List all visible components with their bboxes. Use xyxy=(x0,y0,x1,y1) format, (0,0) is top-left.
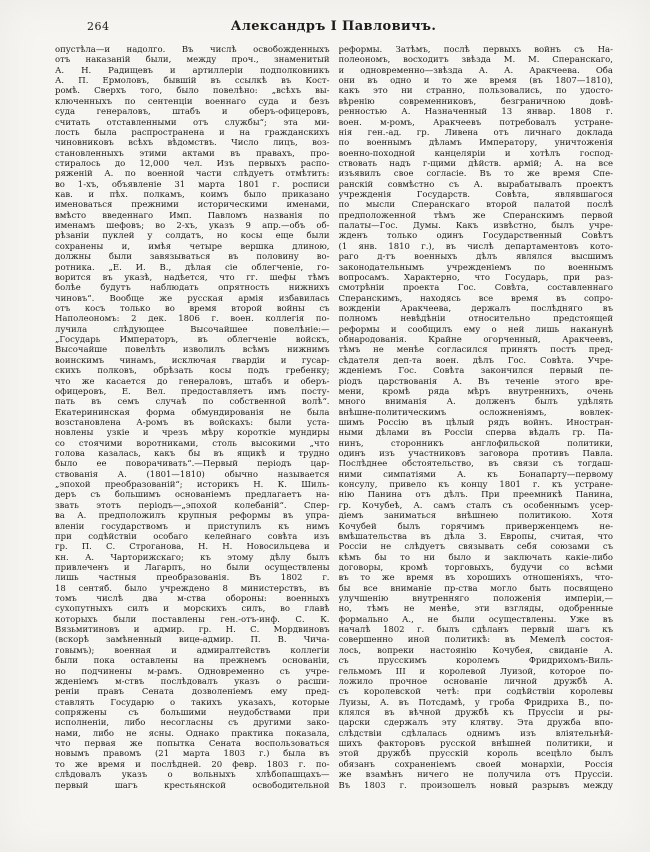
text-line: ными дѣлами въ Россіи сперва вѣдалъ гр. Па- xyxy=(338,428,613,439)
text-line: обязанъ сохраненіемъ своей монархіи, Россія xyxy=(338,759,613,770)
text-line: „эпохой преобразованій“; историкъ Н. К. Шиль- xyxy=(55,480,330,491)
text-line: воен. м-ромъ, Аракчеевъ потребовалъ устране- xyxy=(338,117,613,128)
text-line: реформы. Затѣмъ, послѣ первыхъ войнъ съ На- xyxy=(338,45,613,55)
text-line: офицеровъ, Е. Вел. предоставляетъ имъ посту- xyxy=(55,386,330,397)
text-line: что же касается до генераловъ, штабъ и оберъ- xyxy=(55,376,330,387)
text-line: нами, либо не ясны. Однако практика показала, xyxy=(55,728,330,739)
text-line: ложило прочное основаніе личной дружбѣ А. xyxy=(338,676,613,687)
text-line: шимъ Россію въ цѣлый рядъ войнъ. Иностран- xyxy=(338,417,613,428)
text-line: этой дружбѣ прусскій король всецѣло былъ xyxy=(338,749,613,760)
text-line: должны были завязываться въ половину во- xyxy=(55,252,330,263)
text-line: жденъ только одинъ Государственный Совѣтъ xyxy=(338,231,613,242)
text-line: жденіемъ Гос. Совѣта закончился первый пе- xyxy=(338,366,613,377)
text-line: что первая же попытка Сената воспользоваться xyxy=(55,739,330,750)
text-line: какъ это ни странно, пользовались, по удосто- xyxy=(338,86,613,97)
text-line: діемъ заниматься внѣшнею политикою. Хотя xyxy=(338,511,613,522)
text-line: шихъ факторовъ русской внѣшней политики, и xyxy=(338,739,613,750)
text-line: пать въ семъ случаѣ по собственной волѣ“. xyxy=(55,397,330,408)
text-line: лось, вопреки настоянію Кочубея, свиданіе А. xyxy=(338,645,613,656)
text-line: становленныхъ этими актами въ правахъ, про- xyxy=(55,148,330,159)
text-line: ствованія А. (1801—1810) обычно называется xyxy=(55,469,330,480)
text-line: вмѣсто введеннаго Имп. Павломъ названія по xyxy=(55,210,330,221)
page-header xyxy=(55,19,612,35)
text-line: кав. и пѣх. полкамъ, коимъ было приказано xyxy=(55,190,330,201)
text-line: во 1-хъ, объявленіе 31 марта 1801 г. росписи xyxy=(55,179,330,190)
text-line: ранскій совмѣстно съ А. вырабатывалъ проектъ xyxy=(338,179,613,190)
text-line: А. Н. Радищевъ и артиллеріи подполковникъ xyxy=(55,65,330,76)
text-line: Екатерининская форма обмундированія не была xyxy=(55,407,330,418)
text-line: мени, кромѣ ряда мѣръ внутреннихъ, очень xyxy=(338,386,613,397)
text-line: Высочайше повелѣть изволилъ всѣмъ нижнимъ xyxy=(55,345,330,356)
text-line: началѣ 1802 г. былъ сдѣланъ первый шагъ къ xyxy=(338,625,613,636)
text-line: отъ наказаній были, между проч., знаменитый xyxy=(55,55,330,66)
text-line: смотрѣніи проекта Гос. Совѣта, составленнаго xyxy=(338,283,613,294)
text-line: болѣе будутъ наблюдать опрятность нижнихъ xyxy=(55,283,330,294)
text-line: вленіи государствомъ и приступилъ къ нимъ xyxy=(55,521,330,532)
text-line: жденіемъ м-ствъ послѣдовалъ указъ о расши- xyxy=(55,676,330,687)
text-line: кн. А. Чарторижскаго; къ этому дѣлу былъ xyxy=(55,552,330,563)
text-line: лишь частныя преобразованія. Въ 1802 г. xyxy=(55,573,330,584)
text-line: изъявилъ свое согласіе. Въ то же время Спе- xyxy=(338,169,613,180)
text-line: слѣдствіи сдѣлалась однимъ изъ вліятельнѣй- xyxy=(338,728,613,739)
text-line: А. П. Ермоловъ, бывшій въ ссылкѣ въ Кост- xyxy=(55,76,330,87)
text-line: чиновъ“. Вообще же русская армія избавилась xyxy=(55,293,330,304)
text-line: предположенной тѣмъ же Сперанскимъ первой xyxy=(338,210,613,221)
text-line: исполненіи, либо несогласны съ другими зако- xyxy=(55,718,330,729)
text-line: царски сдержалъ эту клятву. Эта дружба впо- xyxy=(338,718,613,729)
text-line: тѣмъ не менѣе согласился принять постъ пред- xyxy=(338,345,613,356)
text-line: но, тѣмъ не менѣе, эти взгляды, одобренные xyxy=(338,604,613,615)
text-line: палаты—Гос. Думы. Какъ извѣстно, былъ учре- xyxy=(338,221,613,232)
text-line: при содѣйствіи особаго келейнаго совѣта изъ xyxy=(55,531,330,542)
text-line: Сперанскимъ, находясь все время въ сопро- xyxy=(338,293,613,304)
text-line: въ то же время въ хорошихъ отношеніяхъ, что- xyxy=(338,573,613,584)
text-line: сопряжены съ большими неудобствами при xyxy=(55,708,330,718)
text-line: воинскимъ чинамъ, исключая гвардіи и гусар- xyxy=(55,355,330,366)
text-line: нинъ, сторонникъ англофильской политики, xyxy=(338,438,613,449)
text-line: сѣдателя деп-та воен. дѣлъ Гос. Совѣта. Учре- xyxy=(338,355,613,366)
text-line: деръ съ большимъ основаніемъ предлагаетъ на- xyxy=(55,490,330,501)
text-line: по мысли Сперанскаго второй палатой послѣ xyxy=(338,200,613,211)
text-line: одинъ изъ участниковъ заговора противъ Павла. xyxy=(338,449,613,460)
text-line: кѣмъ бы то ни было и заключать какіе-либо xyxy=(338,552,613,563)
page-title: Александръ I Павловичъ. xyxy=(230,19,437,34)
text-line: ріодъ царствованія А. Въ теченіе этого вре- xyxy=(338,376,613,387)
text-line: ними симпатіями А. къ Бонапарту—первому xyxy=(338,469,613,480)
left-text-column xyxy=(55,45,330,791)
text-line: ключенныхъ по сентенціи военнаго суда и безъ xyxy=(55,96,330,107)
text-line: Въ 1803 г. произошелъ новый разрывъ между xyxy=(338,780,613,791)
text-line: Послѣднее обстоятельство, въ связи съ тогдаш- xyxy=(338,459,613,470)
text-line: полномъ невѣдѣніи относительно предстоящей xyxy=(338,314,613,325)
text-line: нія ген.-ад. гр. Ливена отъ личнаго доклада xyxy=(338,127,613,138)
text-line: Россіи не слѣдуетъ связывать себя союзами съ xyxy=(338,542,613,553)
text-line: вѣренію современниковъ, безграничною довѣ- xyxy=(338,96,613,107)
text-line: опустѣла—и надолго. Въ числѣ освобожденныхъ xyxy=(55,45,330,55)
text-line: первый шагъ крестьянской освободительной xyxy=(55,780,330,791)
text-line: вопросамъ. Характерно, что Государь, при раз- xyxy=(338,272,613,283)
text-line: реформы и сообщилъ ему о ней лишь наканунѣ xyxy=(338,324,613,335)
text-line: со стоячими воротниками, столь высокими „что xyxy=(55,438,330,449)
text-line: клялся въ вѣчной дружбѣ къ Пруссіи и ры- xyxy=(338,708,613,718)
text-line: голова казалась, какъ бы въ ящикѣ и трудно xyxy=(55,449,330,460)
text-line: звать этотъ періодъ—„эпохой колебаній“. Спер- xyxy=(55,500,330,511)
text-line: ствовать надъ г-щими дѣйств. армій; А. на все xyxy=(338,158,613,169)
text-line: реніи правъ Сената дозволеніемъ ему пред- xyxy=(55,687,330,698)
text-line: внѣшне-политическимъ осложненіямъ, вовлек- xyxy=(338,407,613,418)
text-line: сохранены и, имѣя четыре вершка длиною, xyxy=(55,241,330,252)
text-line: обнародованія. Крайне огорченный, Аракчеевъ, xyxy=(338,335,613,346)
text-line: новымъ правомъ (21 марта 1803 г.) была въ xyxy=(55,749,330,760)
text-line: ренностью А. Назначенный 13 январ. 1808 г. xyxy=(338,107,613,118)
text-line: чиновниковъ всѣхъ вѣдомствъ. Число лицъ, воз- xyxy=(55,138,330,149)
text-line: привлеченъ и Лагарпъ, но были осуществлены xyxy=(55,562,330,573)
text-line: съ прусскимъ королемъ Фридрихомъ-Виль- xyxy=(338,656,613,667)
text-line: Наполеономъ: 2 дек. 1806 г. воен. коллегія по- xyxy=(55,314,330,325)
text-line: нію Панина отъ дѣлъ. При преемникѣ Панина, xyxy=(338,490,613,501)
text-line: говымъ); военная и адмиралтействъ коллегіи xyxy=(55,645,330,656)
text-line: вожденіи Аракчеева, держалъ послѣдняго въ xyxy=(338,303,613,314)
text-line: съ королевской четѣ: при содѣйствіи королевы xyxy=(338,687,613,698)
text-line: Кочубей былъ горячимъ приверженцемъ не- xyxy=(338,521,613,532)
text-line: гр. Кочубеѣ, А. самъ сталъ съ особеннымъ усер- xyxy=(338,500,613,511)
text-line: ряженій А. по военной части слѣдуетъ отмѣтить: xyxy=(55,169,330,180)
text-line: „Государь Императоръ, въ облегченіе войскъ, xyxy=(55,335,330,346)
text-line: именоваться прежними историческими именами, xyxy=(55,200,330,211)
text-line: было ее поворачивать“.—Первый періодъ цар- xyxy=(55,459,330,470)
text-line: бы все вниманіе пр-ства могло быть посвящено xyxy=(338,583,613,594)
text-line: ворится въ указѣ, надѣется, что гг. шефы тѣмъ xyxy=(55,272,330,283)
text-line: 18 сентяб. было учреждено 8 министерствъ, въ xyxy=(55,583,330,594)
text-line: лучила слѣдующее Высочайшее повелѣніе:— xyxy=(55,324,330,335)
text-line: стиралось до 12,000 чел. Изъ первыхъ распо- xyxy=(55,158,330,169)
text-line: скихъ полковъ, обрѣзать косы подъ гребенку; xyxy=(55,366,330,377)
text-line: ротника. „Е. И. В., дѣлая сіе облегченіе, го- xyxy=(55,262,330,273)
text-line: суда генераловъ, штабъ и оберъ-офицеровъ, xyxy=(55,107,330,118)
text-line: военно-походной канцеляріи и хотѣлъ господ- xyxy=(338,148,613,159)
text-line: же взамѣнъ ничего не получила отъ Пруссіи. xyxy=(338,770,613,781)
text-line: томъ числѣ два м-ства обороны: военныхъ xyxy=(55,594,330,605)
text-line: по военнымъ дѣламъ Императору, уничтоженія xyxy=(338,138,613,149)
text-line: вмѣшательства въ дѣла З. Европы, считая, что xyxy=(338,531,613,542)
text-line: учрежденія Государств. Совѣта, являвшагося xyxy=(338,190,613,201)
text-line: консулу, привело къ концу 1801 г. къ устране- xyxy=(338,480,613,491)
page-number: 264 xyxy=(87,20,110,33)
text-line: отъ косъ только во время второй войны съ xyxy=(55,303,330,314)
text-line: формально А., не были осуществлены. Уже въ xyxy=(338,614,613,625)
text-line: ва А. предположилъ крупныя реформы въ упра- xyxy=(55,511,330,522)
text-line: договоры, кромѣ торговыхъ, будучи со всѣми xyxy=(338,562,613,573)
text-line: которыхъ были поставлены ген.-отъ-инф. С. К. xyxy=(55,614,330,625)
text-line: лость была распространена и на гражданскихъ xyxy=(55,127,330,138)
text-line: считать отставленными отъ службы“; эта ми- xyxy=(55,117,330,128)
right-text-column xyxy=(339,45,614,791)
text-line: сухопутныхъ силъ и морскихъ силъ, во главѣ xyxy=(55,604,330,615)
text-line: но подчинены м-рамъ. Одновременно съ учре- xyxy=(55,666,330,677)
text-line: гр. П. С. Строганова, Н. Н. Новосильцева и xyxy=(55,542,330,553)
text-line: законодательнымъ учрежденіемъ по военнымъ xyxy=(338,262,613,273)
text-line: то же время и послѣдней. 20 февр. 1803 г. по- xyxy=(55,759,330,770)
text-line: были пока оставлены на прежнемъ основаніи, xyxy=(55,656,330,667)
text-line: возстановлена А-ромъ въ войскахъ: были уста- xyxy=(55,417,330,428)
text-line: гельмомъ III и королевой Луизой, которое по- xyxy=(338,666,613,677)
text-line: Луизы, А. въ Потсдамѣ, у гроба Фридриха В., по- xyxy=(338,697,613,708)
text-line: рѣзаніи пуклей у солдатъ, но косы еще были xyxy=(55,231,330,242)
text-line: (вскорѣ замѣненный вице-адмир. П. В. Чича- xyxy=(55,635,330,646)
text-line: полеономъ, восходитъ звѣзда М. М. Сперанскаго, xyxy=(338,55,613,66)
text-line: (1 янв. 1810 г.), въ числѣ департаментовъ кото- xyxy=(338,241,613,252)
text-line: они въ одно и то же время (въ 1807—1810), xyxy=(338,76,613,87)
text-line: слѣдовалъ указъ о вольныхъ хлѣбопашцахъ— xyxy=(55,770,330,781)
text-line: раго д-тъ военныхъ дѣлъ являлся высшимъ xyxy=(338,252,613,263)
text-line: много вниманія А. долженъ былъ удѣлять xyxy=(338,397,613,408)
text-line: и одновременно—звѣзда А. А. Аракчеева. Оба xyxy=(338,65,613,76)
text-line: новлены узкіе и чрезъ мѣру короткіе мундиры xyxy=(55,428,330,439)
text-line: улучшенію внутренняго положенія имперіи,— xyxy=(338,594,613,605)
text-line: Вязьмитиновъ и адмир. гр. Н. С. Мордвиновъ xyxy=(55,625,330,636)
text-line: именамъ шефовъ; во 2-хъ, указъ 9 апр.—объ об- xyxy=(55,221,330,232)
text-line: ставлять Государю о такихъ указахъ, которые xyxy=(55,697,330,708)
text-columns xyxy=(55,45,613,791)
text-line: ромѣ. Сверхъ того, было повелѣно: „всѣхъ вы- xyxy=(55,86,330,97)
text-line: совершенно иной политикѣ: въ Мемелѣ состоя- xyxy=(338,635,613,646)
